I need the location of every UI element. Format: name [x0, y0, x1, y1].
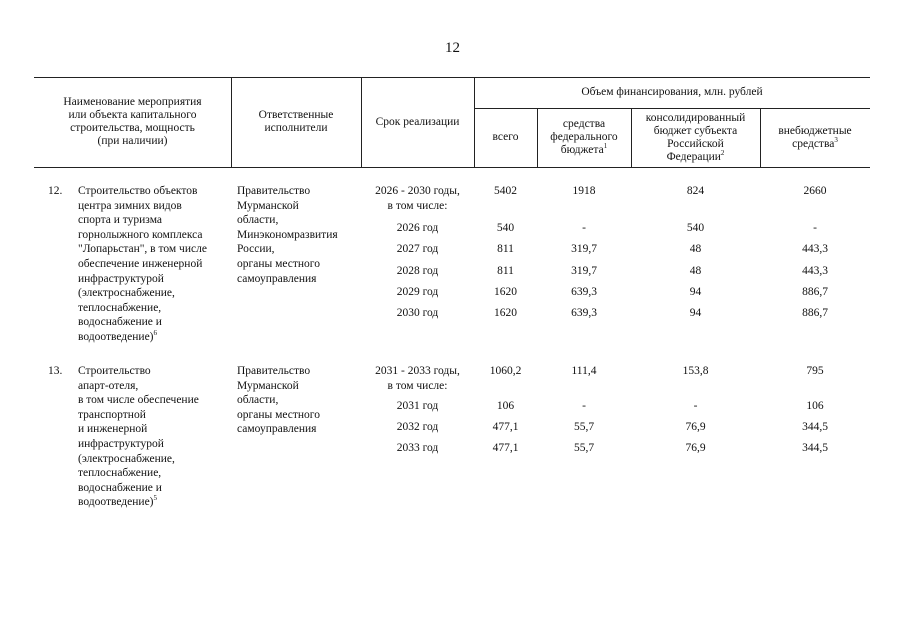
- year-extrabudget: 886,7: [802, 307, 828, 319]
- year-consolidated: 48: [689, 243, 702, 255]
- year-label: 2029 год: [396, 286, 439, 298]
- year-federal: 319,7: [571, 265, 597, 277]
- header-term: Срок реализации: [375, 115, 460, 128]
- year-federal: 55,7: [573, 442, 595, 454]
- header-federal: средства федерального бюджета$^1$: [550, 118, 618, 156]
- year-federal: -: [582, 222, 586, 234]
- year-label: 2032 год: [396, 421, 439, 433]
- year-label: 2033 год: [396, 442, 439, 454]
- year-extrabudget: 443,3: [802, 265, 828, 277]
- item-name: Строительство объектов центра зимних видов спорта и туризма горнолыжного комплекса "Лопарьстан", в том числе обеспечение инженерной инфраструктурой (электроснабжение, теплоснабжение, водоснабжение и водоотведение)$^6$: [78, 185, 207, 343]
- year-extrabudget: 344,5: [802, 421, 828, 433]
- year-federal: 319,7: [571, 243, 597, 255]
- header-name: Наименование мероприятия или объекта капитального строительства, мощность (при наличии): [63, 96, 202, 147]
- year-consolidated: 76,9: [685, 442, 706, 454]
- year-consolidated: 94: [689, 307, 702, 319]
- year-federal: 639,3: [571, 307, 597, 319]
- header-funding-group: Объем финансирования, млн. рублей: [581, 86, 763, 98]
- year-total: 1620: [494, 307, 517, 319]
- year-consolidated: 540: [686, 222, 705, 234]
- year-federal: -: [582, 400, 586, 412]
- header-total: всего: [492, 131, 519, 143]
- year-consolidated: -: [693, 400, 698, 412]
- item-consolidated: 153,8: [682, 365, 709, 377]
- year-total: 477,1: [492, 442, 519, 454]
- header-responsible: Ответственные исполнители: [258, 109, 334, 134]
- item-extrabudget: 795: [806, 365, 824, 377]
- year-total: 811: [497, 265, 514, 277]
- year-total: 1620: [494, 286, 517, 298]
- year-extrabudget: 344,5: [802, 442, 828, 454]
- year-label: 2030 год: [396, 307, 439, 319]
- year-consolidated: 76,9: [685, 421, 706, 433]
- year-total: 811: [497, 243, 514, 255]
- item-federal: 111,4: [571, 365, 597, 377]
- item-name: Строительство апарт-отеля, в том числе обеспечение транспортной и инженерной инфраструктурой (электроснабжение, теплоснабжение, водоснабжение и водоотведение)$^5$: [78, 365, 199, 509]
- year-extrabudget: 443,3: [802, 243, 828, 255]
- year-total: 106: [496, 400, 515, 412]
- item-responsible: Правительство Мурманской области, органы местного самоуправления: [237, 365, 320, 436]
- header-consolidated: консолидированный бюджет субъекта Российской Федерации$^2$: [645, 111, 746, 163]
- year-extrabudget: 886,7: [802, 286, 828, 298]
- year-consolidated: 48: [689, 265, 702, 277]
- item-term: 2031 - 2033 годы, в том числе:: [375, 365, 460, 392]
- item-number: 13.: [48, 365, 63, 377]
- item-consolidated: 824: [686, 185, 705, 197]
- item-federal: 1918: [572, 185, 596, 197]
- item-number: 12.: [48, 185, 63, 197]
- year-label: 2031 год: [396, 400, 439, 412]
- page-number: 12: [445, 40, 460, 56]
- item-extrabudget: 2660: [803, 185, 827, 197]
- item-total: 5402: [494, 185, 517, 197]
- year-extrabudget: 106: [806, 400, 824, 412]
- year-federal: 55,7: [573, 421, 595, 433]
- year-label: 2027 год: [396, 243, 439, 255]
- year-total: 540: [496, 222, 515, 234]
- year-federal: 639,3: [571, 286, 597, 298]
- year-extrabudget: -: [813, 222, 817, 234]
- year-label: 2026 год: [396, 222, 439, 234]
- item-responsible: Правительство Мурманской области, Минэкономразвития России, органы местного самоуправления: [237, 185, 338, 285]
- item-total: 1060,2: [489, 365, 522, 377]
- year-total: 477,1: [492, 421, 519, 433]
- year-consolidated: 94: [689, 286, 702, 298]
- year-label: 2028 год: [396, 265, 439, 277]
- table-header-bottom-rule: [34, 167, 870, 168]
- item-term: 2026 - 2030 годы, в том числе:: [375, 185, 460, 212]
- header-extrabudget: внебюджетные средства$^3$: [778, 124, 852, 150]
